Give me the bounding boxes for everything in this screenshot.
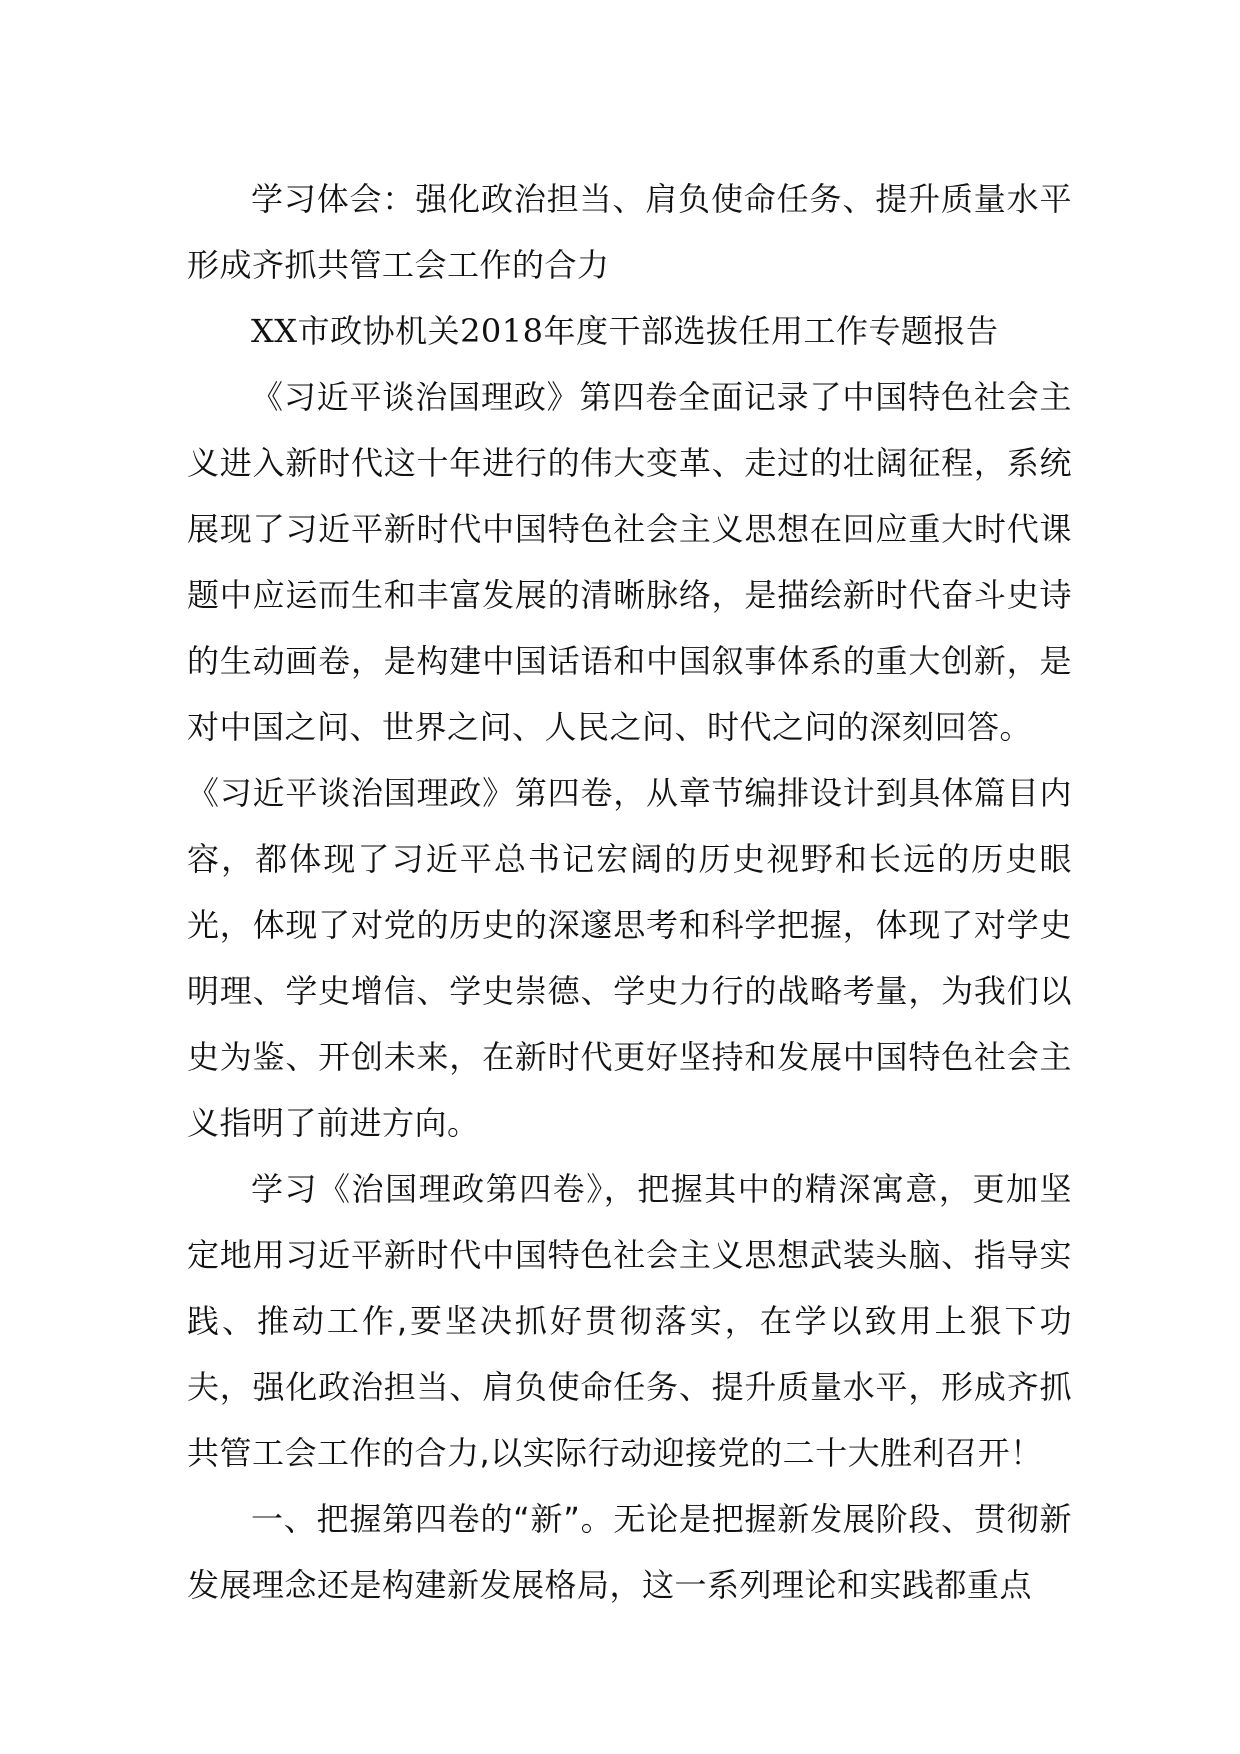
paragraph-history-view: 《习近平谈治国理政》第四卷，从章节编排设计到具体篇目内容，都体现了习近平总书记宏阔的历史视野和长远的历史眼光，体现了对党的历史的深邃思考和科学把握，体现了对学史明理、学史增信、学史崇德、学史力行的战略考量，为我们以史为鉴、开创未来，在新时代更好坚持和发展中国特色社会主义指明了前进方向。 — [187, 774, 1072, 1142]
document-title: 学习体会：强化政治担当、肩负使命任务、提升质量水平形成齐抓共管工会工作的合力 — [187, 180, 1072, 284]
paragraph-section-one: 一、把握第四卷的“新”。无论是把握新发展阶段、贯彻新发展理念还是构建新发展格局，这一系列理论和实践都重点 — [187, 1500, 1072, 1604]
paragraph-intro: 《习近平谈治国理政》第四卷全面记录了中国特色社会主义进入新时代这十年进行的伟大变革、走过的壮阔征程，系统展现了习近平新时代中国特色社会主义思想在回应重大时代课题中应运而生和丰富发展的清晰脉络，是描绘新时代奋斗史诗的生动画卷，是构建中国话语和中国叙事体系的重大创新，是对中国之问、世界之问、人民之问、时代之问的深刻回答。 — [187, 378, 1072, 746]
document-subtitle: XX市政协机关2018年度干部选拔任用工作专题报告 — [251, 312, 999, 350]
paragraph-study: 学习《治国理政第四卷》，把握其中的精深寓意，更加坚定地用习近平新时代中国特色社会主义思想武装头脑、指导实践、推动工作,要坚决抓好贯彻落实，在学以致用上狠下功夫，强化政治担当、肩负使命任务、提升质量水平，形成齐抓共管工会工作的合力,以实际行动迎接党的二十大胜利召开！ — [187, 1170, 1072, 1472]
document-body — [187, 166, 1072, 1618]
